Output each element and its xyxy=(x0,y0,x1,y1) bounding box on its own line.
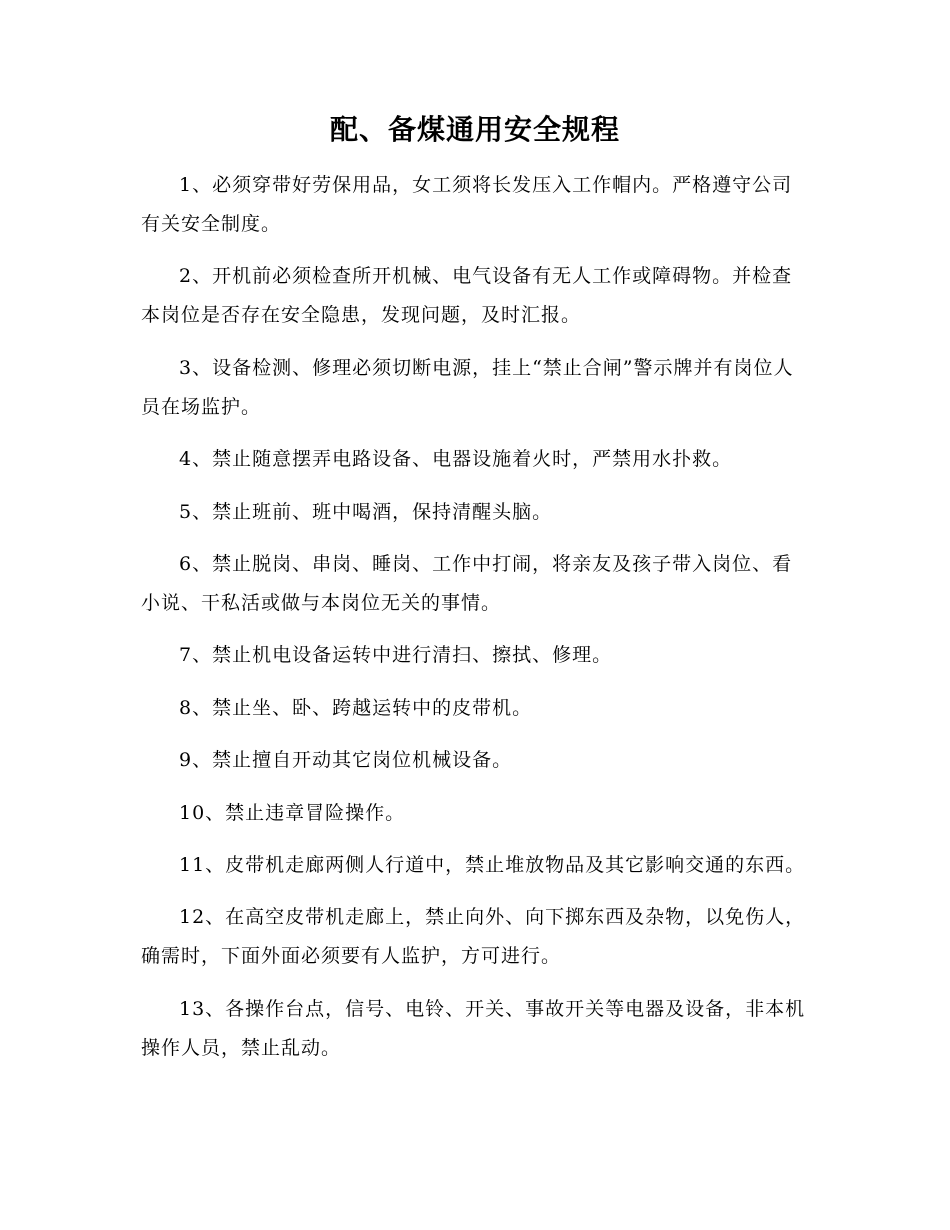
rule-paragraph-5: 5、禁止班前、班中喝酒，保持清醒头脑。 xyxy=(179,500,553,523)
rule-paragraph-11: 11、皮带机走廊两侧人行道中，禁止堆放物品及其它影响交通的东西。 xyxy=(179,853,806,876)
rule-paragraph-4: 4、禁止随意摆弄电路设备、电器设施着火时，严禁用水扑救。 xyxy=(179,448,733,471)
rule-paragraph-1: 1、必须穿带好劳保用品，女工须将长发压入工作帽内。严格遵守公司有关安全制度。 xyxy=(141,174,793,235)
rule-paragraph-3: 3、设备检测、修理必须切断电源，挂上“禁止合闸”警示牌并有岗位人员在场监护。 xyxy=(141,356,794,418)
rule-paragraph-8: 8、禁止坐、卧、跨越运转中的皮带机。 xyxy=(179,696,533,719)
document-title: 配、备煤通用安全规程 xyxy=(329,113,620,146)
rule-paragraph-9: 9、禁止擅自开动其它岗位机械设备。 xyxy=(179,749,513,772)
rule-paragraph-7: 7、禁止机电设备运转中进行清扫、擦拭、修理。 xyxy=(179,644,613,667)
rule-paragraph-12: 12、在高空皮带机走廊上，禁止向外、向下掷东西及杂物，以免伤人，确需时，下面外面必须要有人监护，方可进行。 xyxy=(141,906,806,968)
rule-paragraph-2: 2、开机前必须检查所开机械、电气设备有无人工作或障碍物。并检查本岗位是否存在安全隐患，发现问题，及时汇报。 xyxy=(141,265,793,327)
rule-paragraph-10: 10、禁止违章冒险操作。 xyxy=(179,801,406,824)
document-body xyxy=(141,166,809,1081)
rule-paragraph-13: 13、各操作台点，信号、电铃、开关、事故开关等电器及设备，非本机操作人员，禁止乱动。 xyxy=(141,997,806,1059)
rule-paragraph-6: 6、禁止脱岗、串岗、睡岗、工作中打闹，将亲友及孩子带入岗位、看小说、干私活或做与本岗位无关的事情。 xyxy=(141,552,793,614)
